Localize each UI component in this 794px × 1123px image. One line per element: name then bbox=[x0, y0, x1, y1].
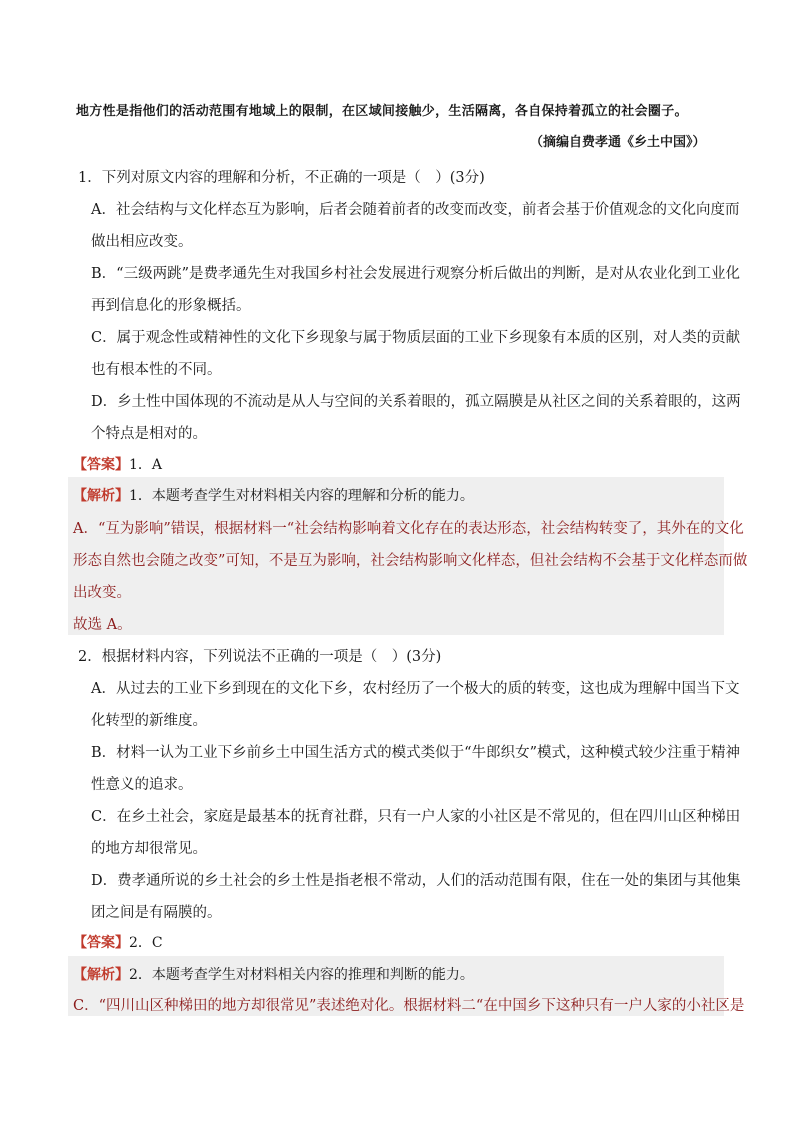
analysis-head-text: 2．本题考查学生对材料相关内容的推理和判断的能力。 bbox=[129, 967, 474, 983]
q2-option-c-line2: 的地方却很常见。 bbox=[91, 841, 207, 857]
answer-tag: 【答案】 bbox=[73, 457, 129, 473]
q1-analysis-line-4: 故选 A。 bbox=[73, 617, 132, 633]
q1-option-d-line1: D．乡土性中国体现的不流动是从人与空间的关系着眼的，孤立隔膜是从社区之间的关系着眼的，这两 bbox=[91, 394, 741, 410]
q2-analysis-head bbox=[73, 964, 474, 984]
q1-option-c-line1: C．属于观念性或精神性的文化下乡现象与属于物质层面的工业下乡现象有本质的区别，对人类的贡献 bbox=[91, 330, 741, 346]
q2-option-c-line1: C．在乡土社会，家庭是最基本的抚育社群，只有一户人家的小社区是不常见的，但在四川山区种梯田 bbox=[91, 809, 741, 825]
q1-option-d-line2: 个特点是相对的。 bbox=[91, 426, 207, 442]
q2-option-a-line2: 化转型的新维度。 bbox=[91, 713, 207, 729]
q1-option-a-line1: A．社会结构与文化样态互为影响，后者会随着前者的改变而改变，前者会基于价值观念的文化向度而 bbox=[91, 202, 740, 218]
q1-option-c-line2: 也有根本性的不同。 bbox=[91, 362, 222, 378]
q1-analysis-line-2: 形态自然也会随之改变”可知，不是互为影响，社会结构影响文化样态，但社会结构不会基于文化样态而做 bbox=[73, 553, 748, 569]
source-citation: （摘编自费孝通《乡土中国》） bbox=[530, 135, 706, 150]
analysis-head-text: 1．本题考查学生对材料相关内容的理解和分析的能力。 bbox=[129, 488, 474, 504]
q2-option-b-line2: 性意义的追求。 bbox=[91, 777, 193, 793]
q2-option-b-line1: B．材料一认为工业下乡前乡土中国生活方式的模式类似于“牛郎织女”模式，这种模式较少注重于精神 bbox=[91, 745, 740, 761]
q1-analysis-head bbox=[73, 485, 474, 505]
q2-answer bbox=[73, 932, 163, 952]
answer-value: 1．A bbox=[129, 457, 163, 473]
q1-option-a-line2: 做出相应改变。 bbox=[91, 234, 193, 250]
analysis-tag: 【解析】 bbox=[73, 967, 129, 983]
q2-option-d-line1: D．费孝通所说的乡土社会的乡土性是指老根不常动，人们的活动范围有限，住在一处的集团与其他集 bbox=[91, 873, 741, 889]
intro-paragraph: 地方性是指他们的活动范围有地域上的限制，在区域间接触少，生活隔离，各自保持着孤立的社会圈子。 bbox=[76, 104, 688, 119]
q1-option-b-line2: 再到信息化的形象概括。 bbox=[91, 298, 251, 314]
q1-analysis-line-3: 出改变。 bbox=[73, 585, 131, 601]
q2-option-a-line1: A．从过去的工业下乡到现在的文化下乡，农村经历了一个极大的质的转变，这也成为理解中国当下文 bbox=[91, 681, 740, 697]
question-1-stem: 1．下列对原文内容的理解和分析，不正确的一项是（ ）(3分) bbox=[78, 170, 485, 186]
q2-analysis-line-1: C．“四川山区种梯田的地方却很常见”表述绝对化。根据材料二“在中国乡下这种只有一户人家的小社区是 bbox=[73, 998, 745, 1014]
q1-option-b-line1: B．“三级两跳”是费孝通先生对我国乡村社会发展进行观察分析后做出的判断，是对从农业化到工业化 bbox=[91, 266, 740, 282]
q2-option-d-line2: 团之间是有隔膜的。 bbox=[91, 905, 222, 921]
analysis-tag: 【解析】 bbox=[73, 488, 129, 504]
q1-analysis-line-1: A．“互为影响”错误，根据材料一“社会结构影响着文化存在的表达形态，社会结构转变了，其外在的文化 bbox=[73, 521, 744, 537]
q1-answer bbox=[73, 454, 162, 474]
answer-tag: 【答案】 bbox=[73, 935, 129, 951]
answer-value: 2．C bbox=[129, 935, 163, 951]
question-2-stem: 2．根据材料内容，下列说法不正确的一项是（ ）(3分) bbox=[78, 649, 442, 665]
